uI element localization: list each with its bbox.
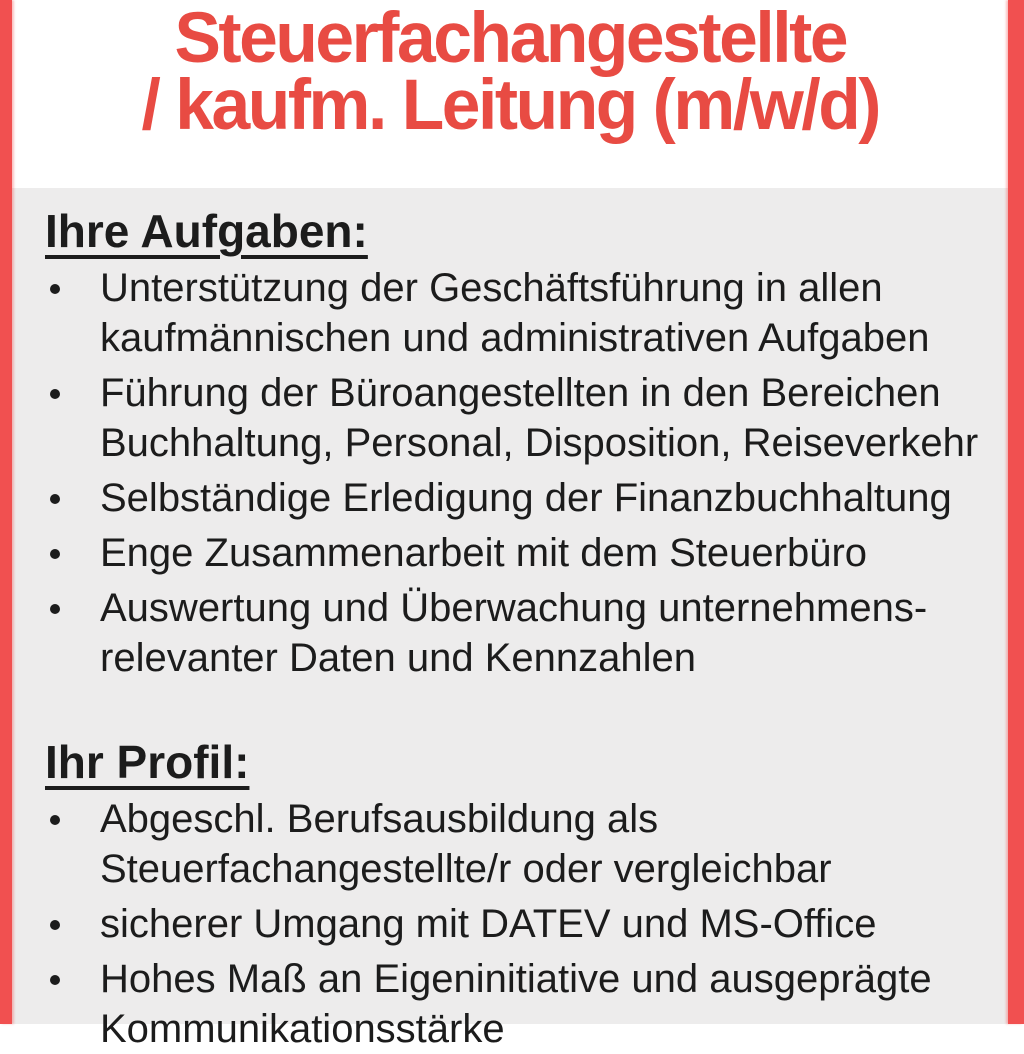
section-heading-aufgaben-text: Ihre Aufgaben:: [45, 205, 368, 257]
list-item: [45, 263, 998, 363]
list-item: [45, 583, 998, 683]
right-red-border: [1008, 0, 1024, 1024]
bullet-dot-icon: [50, 920, 60, 930]
bullet-line: Hohes Maß an Eigeninitiative und ausgeprägte: [100, 957, 932, 1001]
bullet-line: Abgeschl. Berufsausbildung als: [100, 797, 659, 841]
bullet-dot-icon: [50, 604, 60, 614]
poster-header: [12, 0, 1008, 188]
section-heading-profil-text: Ihr Profil:: [45, 736, 250, 788]
bullet-line: Selbständige Erledigung der Finanzbuchhaltung: [100, 476, 952, 520]
section-profil: [45, 735, 998, 1054]
list-item: [45, 899, 998, 949]
bullet-line: Auswertung und Überwachung unternehmens-: [100, 586, 928, 630]
list-item: [45, 528, 998, 578]
job-title: [134, 0, 887, 145]
bullet-line: sicherer Umgang mit DATEV und MS-Office: [100, 902, 877, 946]
list-item: [45, 473, 998, 523]
section-heading-profil: [45, 735, 998, 790]
bullet-dot-icon: [50, 389, 60, 399]
bullet-list-aufgaben: [45, 263, 998, 683]
bullet-line: Kommunikationsstärke: [100, 1007, 505, 1051]
bullet-dot-icon: [50, 494, 60, 504]
bullet-line: relevanter Daten und Kennzahlen: [100, 636, 696, 680]
left-red-border: [0, 0, 12, 1024]
poster-body: [12, 188, 1008, 1051]
list-item: [45, 954, 998, 1054]
job-title-line-1: Steuerfachangestellte: [174, 0, 846, 78]
bullet-dot-icon: [50, 549, 60, 559]
bullet-line: Steuerfachangestellte/r oder vergleichbar: [100, 847, 832, 891]
bullet-line: Enge Zusammenarbeit mit dem Steuerbüro: [100, 531, 868, 575]
bullet-dot-icon: [50, 975, 60, 985]
bullet-line: kaufmännischen und administrativen Aufgaben: [100, 316, 930, 360]
bullet-list-profil: [45, 794, 998, 1054]
job-title-line-2: / kaufm. Leitung (m/w/d): [141, 66, 879, 145]
bullet-line: Führung der Büroangestellten in den Bereichen: [100, 371, 941, 415]
bullet-line: Buchhaltung, Personal, Disposition, Reiseverkehr: [100, 421, 979, 465]
bullet-line: Unterstützung der Geschäftsführung in allen: [100, 266, 883, 310]
bullet-dot-icon: [50, 284, 60, 294]
list-item: [45, 368, 998, 468]
section-heading-aufgaben: [45, 204, 998, 259]
section-aufgaben: [45, 204, 998, 683]
list-item: [45, 794, 998, 894]
bullet-dot-icon: [50, 815, 60, 825]
